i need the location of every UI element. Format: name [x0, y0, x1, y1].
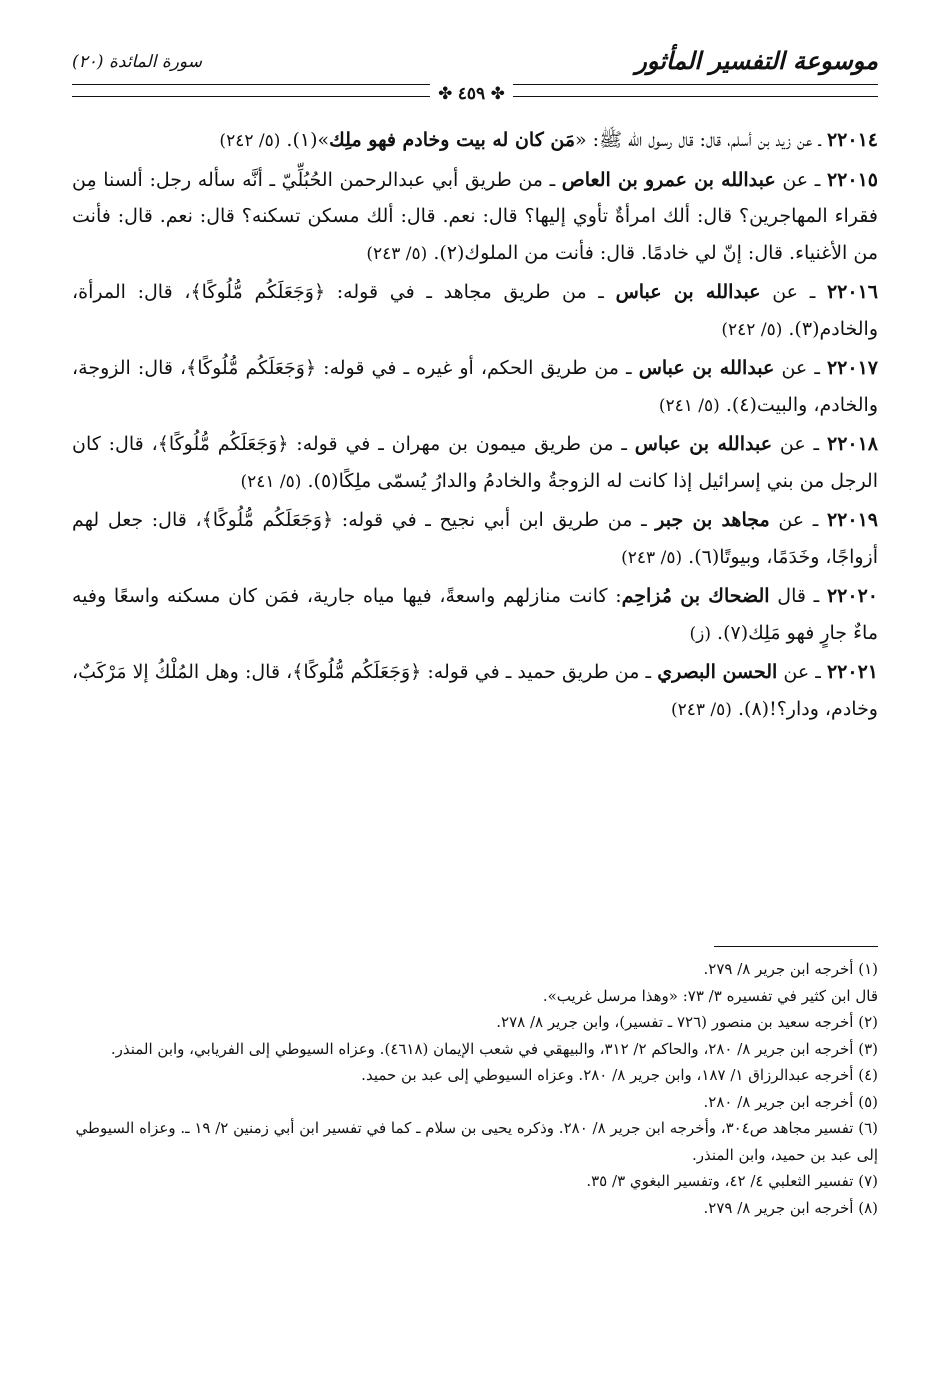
entry-reference: (٥/ ٢٤٣) [366, 243, 428, 264]
entry-lead: ـ عن [769, 509, 827, 531]
footnote: (٦) تفسير مجاهد ص٣٠٤، وأخرجه ابن جرير ٨/ ٢٨٠. وذكره يحيى بن سلام ـ كما في تفسير ابن أبي زمنين ٢/ ١٩ ـ. وعزاه السيوطي إلى عبد بن حميد، وابن المنذر. [75, 1119, 878, 1164]
footnote: قال ابن كثير في تفسيره ٣/ ٧٣: «وهذا مرسل غريب». [542, 986, 878, 1005]
entry-reference: (٥/ ٢٤١) [240, 471, 302, 492]
entry-number: ٢٢٠١٦ [826, 281, 878, 303]
entry-reference: (ز) [689, 623, 711, 644]
work-title: موسوعة التفسير المأثور [635, 46, 878, 75]
footnote-separator [714, 946, 878, 947]
narration-entry [72, 350, 878, 424]
narration-entry [72, 274, 878, 348]
narration-entry [72, 654, 878, 728]
entry-narrator: الحسن البصري [657, 661, 778, 683]
entry-number: ٢٢٠١٤ [826, 129, 878, 151]
footnote: (٧) تفسير الثعلبي ٤/ ٤٢، وتفسير البغوي ٣/ ٣٥. [586, 1172, 878, 1190]
entry-text: ـ من طريق حميد ـ في قوله: ﴿وَجَعَلَكُم مُّلُوكًا﴾، قال: وهل المُلْكُ إلا مَرْكَبٌ، وخادم، ودار؟!(٨). [72, 661, 878, 720]
footnote: (٤) أخرجه عبدالرزاق ١/ ١٨٧، وابن جرير ٨/ ٢٨٠. وعزاه السيوطي إلى عبد بن حميد. [361, 1066, 878, 1084]
entry-highlight: مَن كان له بيت وخادم فهو ملِك [329, 129, 575, 151]
surah-title: سورة المائدة (٢٠) [72, 52, 202, 72]
entry-number: ٢٢٠٢١ [826, 661, 878, 683]
entry-lead: ـ عن [774, 357, 827, 379]
entry-reference: (٥/ ٢٤٣) [670, 699, 732, 720]
entry-lead: ـ قال [769, 585, 827, 607]
entry-reference: (٥/ ٢٤٣) [621, 547, 683, 568]
narration-entry [72, 162, 878, 273]
entry-text: »(١). [280, 129, 330, 151]
footnote: (٢) أخرجه سعيد بن منصور (٧٢٦ ـ تفسير)، وابن جرير ٨/ ٢٧٨. [496, 1013, 878, 1031]
entry-number: ٢٢٠١٥ [826, 168, 878, 191]
running-header [72, 46, 878, 78]
page-number-value: ٤٥٩ [457, 84, 486, 104]
narration-entry [72, 426, 878, 500]
entry-number: ٢٢٠١٩ [826, 509, 878, 531]
entry-lead: ـ عن [772, 433, 827, 455]
page-number: ✤ ٤٥٩ ✤ [0, 84, 943, 104]
entry-narrator: عبدالله بن عمرو بن العاص [561, 168, 776, 191]
entry-narrator: عبدالله بن عباس [634, 433, 773, 455]
entry-text: ـ من طريق ابن أبي نجيح ـ في قوله: ﴿وَجَعَلَكُم مُّلُوكًا﴾، قال: جعل لهم أزواجًا، وخَدَمًا، وبيوتًا(٦). [72, 509, 878, 568]
entry-reference: (٥/ ٢٤٢) [721, 319, 783, 340]
entry-reference: (٥/ ٢٤١) [658, 395, 720, 416]
entry-narrator: عبدالله بن عباس [638, 357, 775, 379]
entry-reference: (٥/ ٢٤٢) [219, 131, 281, 151]
entry-lead: ـ عن زيد بن أسلم، قال: قال رسول الله ﷺ: « [575, 129, 827, 151]
entry-narrator: مجاهد بن جبر [655, 509, 770, 531]
narration-entry [72, 122, 878, 160]
entry-number: ٢٢٠١٨ [826, 433, 879, 455]
narrations-list [72, 122, 878, 730]
entry-text: ـ من طريق أبي عبدالرحمن الحُبُلِّيّ ـ أنَّه سأله رجل: ألسنا مِن فقراء المهاجرين؟ قال: ألك امرأةٌ تأوي إليها؟ قال: نعم. قال: ألك مسكن تسكنه؟ قال: نعم. قال: فأنت من الأغنياء. قال: إنّ لي خادمًا. قال: فأنت من الملوك(٢). [72, 168, 878, 264]
footnote: (٨) أخرجه ابن جرير ٨/ ٢٧٩. [703, 1198, 878, 1217]
entry-lead: ـ عن [777, 661, 827, 683]
entry-number: ٢٢٠١٧ [826, 357, 878, 379]
entry-number: ٢٢٠٢٠ [826, 585, 878, 607]
entry-narrator: الضحاك بن مُزاحِم [621, 585, 770, 607]
entry-lead: ـ عن [760, 281, 827, 303]
narration-entry [72, 578, 878, 652]
footnote: (٣) أخرجه ابن جرير ٨/ ٢٨٠، والحاكم ٢/ ٣١٢، والبيهقي في شعب الإيمان (٤٦١٨). وعزاه السيوطي إلى الفريابي، وابن المنذر. [110, 1039, 878, 1058]
entry-text: ـ من طريق ميمون بن مهران ـ في قوله: ﴿وَجَعَلَكُم مُّلُوكًا﴾، قال: كان الرجل من بني إسرائيل إذا كانت له الزوجةُ والخادمُ والدارُ يُسمّى ملِكًا(٥). [72, 433, 878, 492]
entry-text: : كانت منازلهم واسعةً، فيها مياه جارية، فمَن كان مسكنه واسعًا وفيه ماءٌ جارٍ فهو مَلِك(٧). [72, 585, 878, 644]
entry-narrator: عبدالله بن عباس [615, 281, 761, 303]
entry-text: ـ من طريق الحكم، أو غيره ـ في قوله: ﴿وَجَعَلَكُم مُّلُوكًا﴾، قال: الزوجة، والخادم، والبيت(٤). [72, 357, 878, 416]
footnote: (٥) أخرجه ابن جرير ٨/ ٢٨٠. [703, 1092, 878, 1111]
entry-lead: ـ عن [775, 168, 827, 191]
footnotes [72, 956, 878, 1221]
footnote: (١) أخرجه ابن جرير ٨/ ٢٧٩. [703, 960, 878, 978]
narration-entry [72, 502, 878, 576]
entry-text: ـ من طريق مجاهد ـ في قوله: ﴿وَجَعَلَكُم مُّلُوكًا﴾، قال: المرأة، والخادم(٣). [72, 281, 878, 340]
